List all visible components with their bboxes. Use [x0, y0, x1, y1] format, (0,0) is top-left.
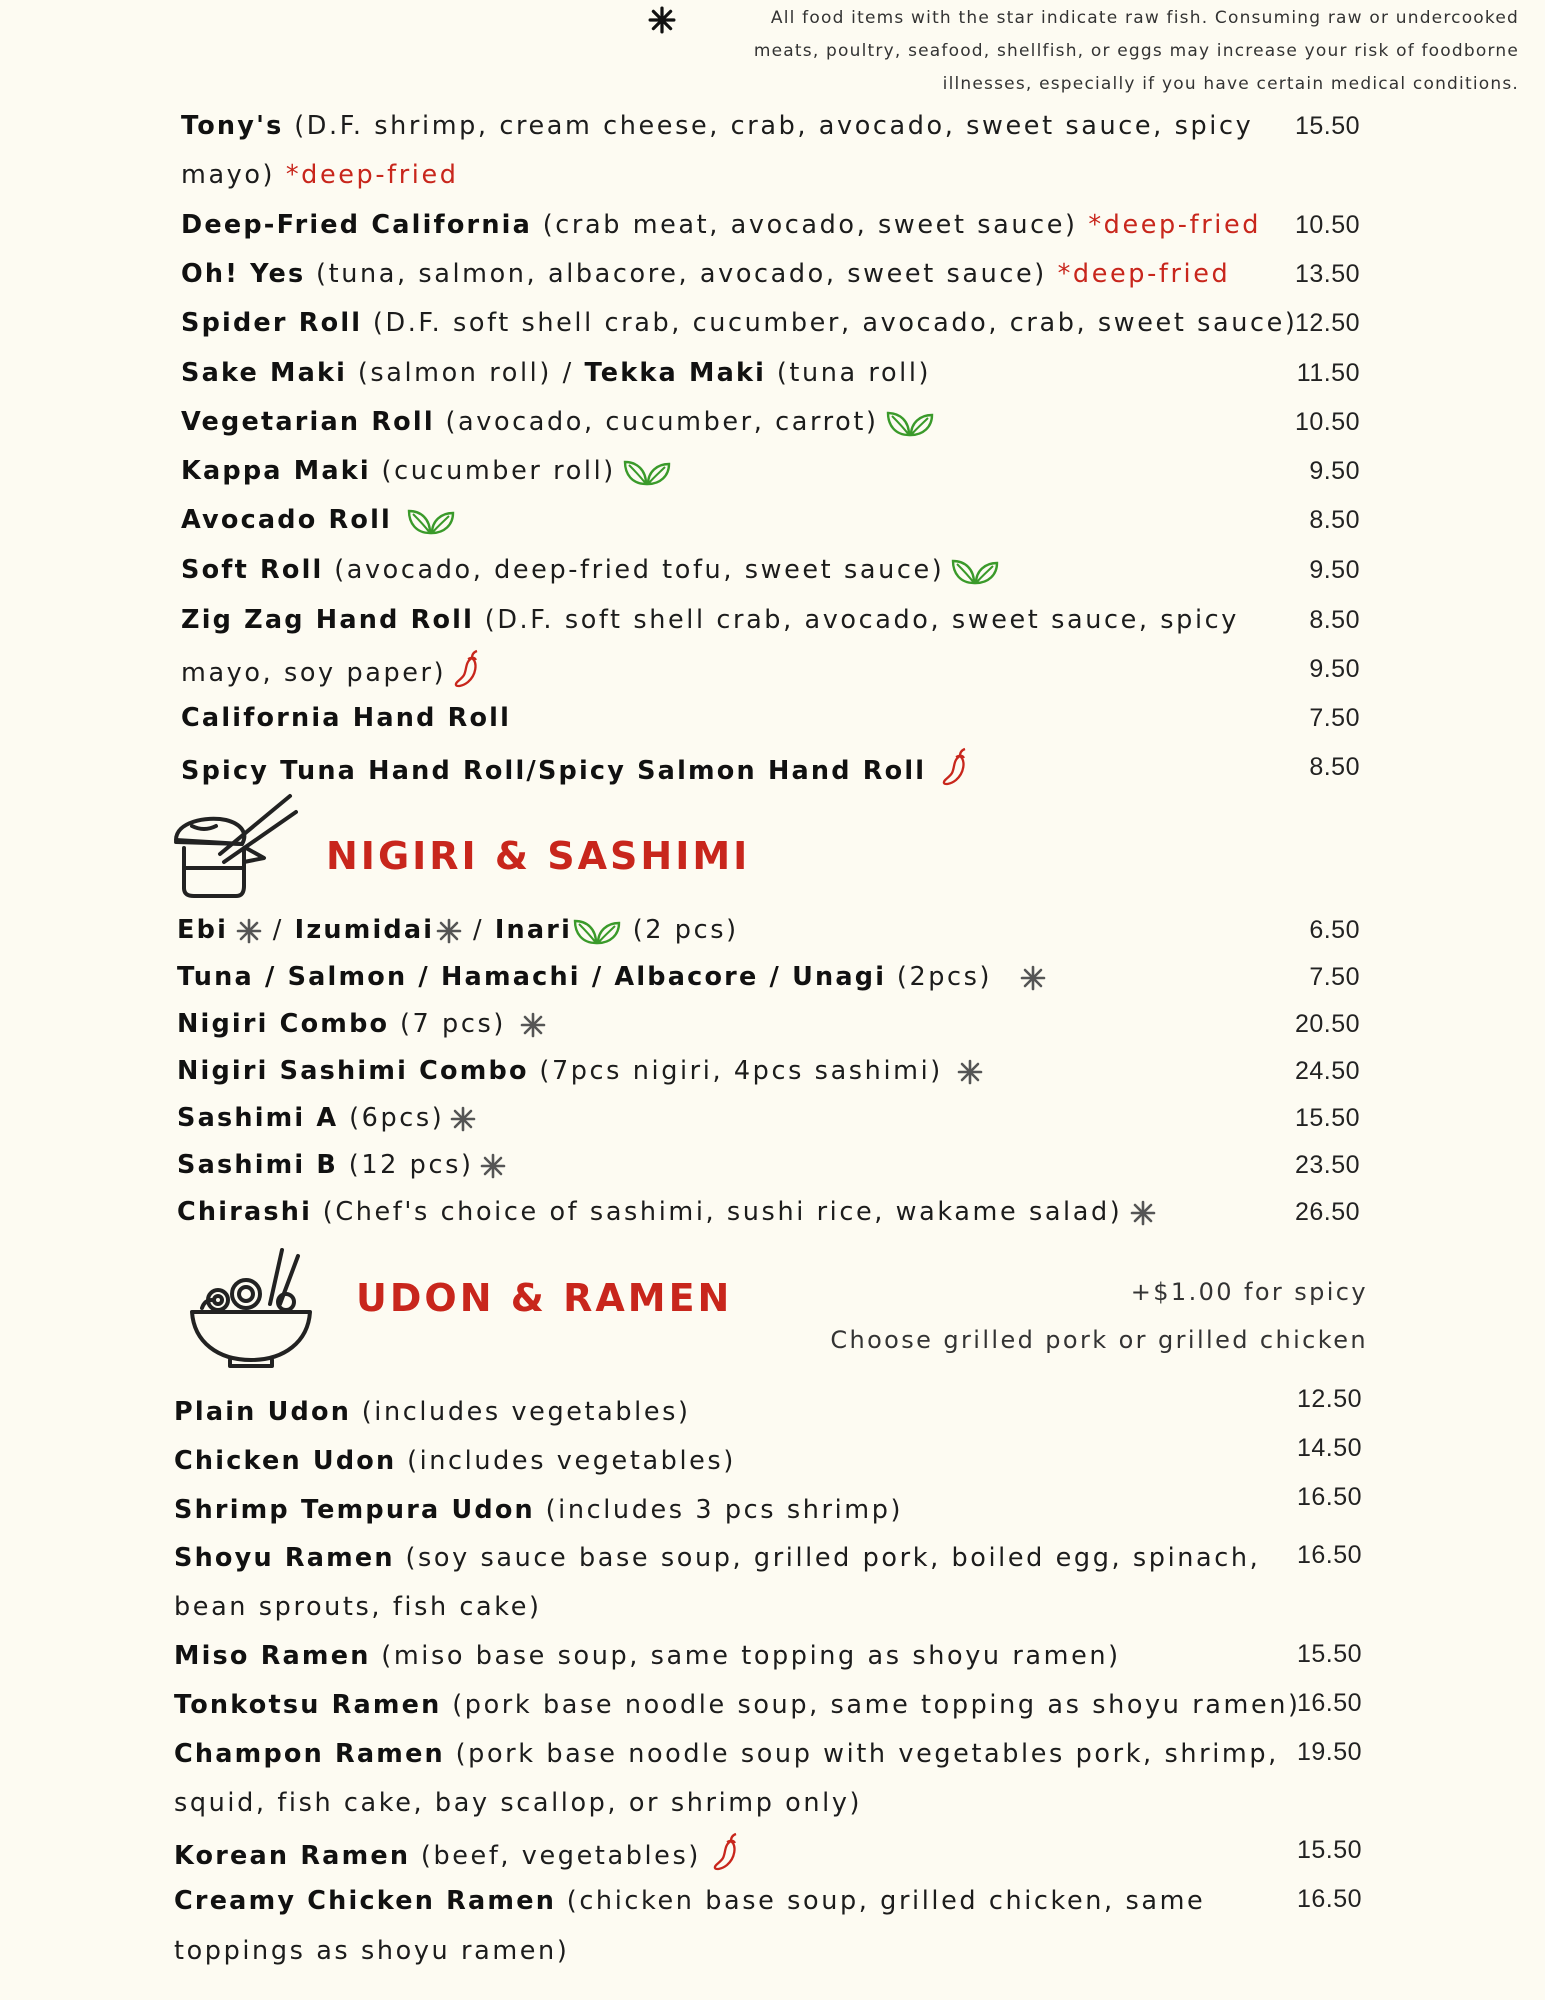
item-desc: (crab meat, avocado, sweet sauce): [532, 210, 1078, 240]
item-price: 16.50: [1296, 1541, 1362, 1569]
menu-item: [181, 402, 935, 442]
item-price: 7.50: [1309, 704, 1360, 732]
item-price: 26.50: [1294, 1198, 1360, 1226]
menu-item: [181, 451, 672, 491]
item-desc: (includes 3 pcs shrimp): [534, 1495, 904, 1525]
noodle-bowl-icon: [186, 1246, 316, 1372]
item-name: Deep-Fried California: [181, 210, 533, 240]
deep-fried-tag: *deep-fried: [1057, 259, 1231, 289]
item-desc: (2pcs): [886, 962, 993, 992]
item-name: Chicken Udon: [174, 1446, 397, 1476]
menu-item: [174, 1538, 1260, 1578]
raw-fish-star-icon: [450, 1106, 476, 1132]
menu-item: [177, 957, 1046, 997]
chili-icon: [452, 649, 482, 689]
menu-item-cont: [181, 649, 482, 693]
menu-item: [174, 1392, 691, 1432]
item-desc: (pork base noodle soup, same topping as shoyu ramen): [441, 1690, 1301, 1720]
menu-item: [177, 910, 739, 950]
item-name: Shoyu Ramen: [174, 1543, 395, 1573]
menu-item-cont: [174, 1931, 569, 1971]
item-name: Tuna / Salmon / Hamachi / Albacore / Unagi: [177, 962, 887, 992]
item-desc: (includes vegetables): [396, 1446, 736, 1476]
item-price: 16.50: [1296, 1689, 1362, 1717]
item-name: Tony's: [181, 111, 284, 141]
item-desc: (Chef's choice of sashimi, sushi rice, wakame salad): [312, 1197, 1123, 1227]
leaf-icon: [406, 505, 456, 537]
item-desc: (chicken base soup, grilled chicken, same: [556, 1886, 1206, 1916]
item-price: 6.50: [1309, 916, 1360, 944]
raw-fish-star-icon: [957, 1059, 983, 1085]
leaf-icon: [885, 407, 935, 439]
raw-fish-star-icon: [1020, 965, 1046, 991]
menu-item: [181, 205, 1261, 245]
item-name: Soft Roll: [181, 555, 324, 585]
item-name: Plain Udon: [174, 1397, 352, 1427]
menu-item-cont: [181, 155, 459, 195]
item-price-alt: 9.50: [1309, 655, 1360, 683]
raw-fish-star-icon: [436, 918, 462, 944]
menu-item: [174, 1441, 736, 1481]
item-name: Sake Maki: [181, 358, 348, 388]
item-name: Nigiri Combo: [177, 1009, 390, 1039]
item-price: 15.50: [1294, 112, 1360, 140]
item-name: Tonkotsu Ramen: [174, 1690, 442, 1720]
disclaimer-line-3: illnesses, especially if you have certain medical conditions.: [942, 74, 1519, 94]
item-desc: toppings as shoyu ramen): [174, 1936, 570, 1966]
item-name: Spicy Tuna Hand Roll/Spicy Salmon Hand Roll: [181, 756, 927, 786]
menu-item: [174, 1734, 1279, 1774]
item-price: 9.50: [1309, 457, 1360, 485]
item-desc: (7pcs nigiri, 4pcs sashimi): [528, 1056, 943, 1086]
item-desc: (beef, vegetables): [410, 1841, 701, 1871]
menu-item: [181, 698, 511, 738]
item-name: Creamy Chicken Ramen: [174, 1886, 557, 1916]
item-desc: (pork base noodle soup with vegetables pork, shrimp,: [444, 1739, 1279, 1769]
item-name: Miso Ramen: [174, 1641, 371, 1671]
protein-note: Choose grilled pork or grilled chicken: [830, 1326, 1368, 1354]
menu-item: [181, 254, 1230, 294]
deep-fried-tag: *deep-fried: [285, 160, 459, 190]
item-name: Izumidai: [294, 915, 435, 945]
chili-icon: [940, 747, 970, 787]
item-desc: (avocado, deep-fried tofu, sweet sauce): [323, 555, 945, 585]
menu-item: [177, 1192, 1156, 1232]
item-price: 10.50: [1294, 408, 1360, 436]
item-price: 16.50: [1296, 1483, 1362, 1511]
item-desc: (2 pcs): [622, 915, 739, 945]
item-name: Nigiri Sashimi Combo: [177, 1056, 529, 1086]
menu-item: [174, 1636, 1121, 1676]
raw-fish-star-icon: [520, 1012, 546, 1038]
item-price: 14.50: [1296, 1434, 1362, 1462]
item-price: 7.50: [1309, 963, 1360, 991]
item-name: California Hand Roll: [181, 703, 512, 733]
item-price: 15.50: [1294, 1104, 1360, 1132]
item-desc: (12 pcs): [338, 1150, 474, 1180]
menu-item: [181, 303, 1297, 343]
item-price: 19.50: [1296, 1738, 1362, 1766]
item-name: Ebi: [177, 915, 229, 945]
menu-item: [181, 550, 1000, 590]
item-name: Avocado Roll: [181, 505, 392, 535]
menu-item: [177, 1098, 476, 1138]
deep-fried-tag: *deep-fried: [1088, 210, 1262, 240]
item-price: 9.50: [1309, 556, 1360, 584]
item-desc: (salmon roll) /: [347, 358, 585, 388]
item-name: Shrimp Tempura Udon: [174, 1495, 535, 1525]
item-name: Sashimi A: [177, 1103, 339, 1133]
leaf-icon: [622, 456, 672, 488]
item-name: Spider Roll: [181, 308, 363, 338]
menu-item-cont: [174, 1783, 862, 1823]
menu-item: [181, 747, 970, 791]
item-name: Kappa Maki: [181, 456, 371, 486]
item-price: 12.50: [1294, 309, 1360, 337]
item-price: 11.50: [1296, 359, 1360, 387]
item-desc: (soy sauce base soup, grilled pork, boiled egg, spinach,: [394, 1543, 1261, 1573]
item-price: 15.50: [1296, 1836, 1362, 1864]
item-name: Champon Ramen: [174, 1739, 445, 1769]
raw-fish-star-icon: [1130, 1200, 1156, 1226]
item-name: Zig Zag Hand Roll: [181, 605, 475, 635]
chili-icon: [711, 1832, 741, 1872]
item-desc: (tuna, salmon, albacore, avocado, sweet sauce): [305, 259, 1047, 289]
disclaimer-line-2: meats, poultry, seafood, shellfish, or eggs may increase your risk of foodborne: [753, 41, 1519, 61]
item-price: 8.50: [1309, 753, 1360, 781]
item-desc: mayo, soy paper): [181, 658, 447, 688]
item-desc: (7 pcs): [389, 1009, 506, 1039]
item-price: 10.50: [1294, 211, 1360, 239]
item-desc: (D.F. soft shell crab, cucumber, avocado, crab, sweet sauce): [362, 308, 1298, 338]
item-desc: bean sprouts, fish cake): [174, 1592, 542, 1622]
item-name: Vegetarian Roll: [181, 407, 435, 437]
sushi-chopsticks-icon: [172, 790, 298, 902]
item-desc: (6pcs): [338, 1103, 445, 1133]
item-price: 8.50: [1309, 606, 1360, 634]
menu-item: [174, 1832, 741, 1876]
spicy-note: +$1.00 for spicy: [1130, 1278, 1368, 1306]
disclaimer-line-1: All food items with the star indicate raw fish. Consuming raw or undercooked: [770, 8, 1519, 28]
item-desc: (miso base soup, same topping as shoyu ramen): [370, 1641, 1121, 1671]
leaf-icon: [572, 915, 622, 947]
raw-fish-star-icon: [480, 1153, 506, 1179]
menu-item: [177, 1145, 506, 1185]
item-price: 13.50: [1294, 260, 1360, 288]
section-title-nigiri: NIGIRI & SASHIMI: [326, 834, 751, 878]
item-desc: (tuna roll): [766, 358, 932, 388]
item-name: Sashimi B: [177, 1150, 339, 1180]
item-desc: (D.F. shrimp, cream cheese, crab, avocado, sweet sauce, spicy: [283, 111, 1254, 141]
menu-item: [177, 1004, 546, 1044]
item-price: 16.50: [1296, 1885, 1362, 1913]
menu-item: [181, 500, 456, 540]
item-name: Korean Ramen: [174, 1841, 411, 1871]
item-desc: (includes vegetables): [351, 1397, 691, 1427]
item-price: 12.50: [1296, 1385, 1362, 1413]
section-title-udon: UDON & RAMEN: [356, 1276, 733, 1320]
item-price: 20.50: [1294, 1010, 1360, 1038]
item-name: Oh! Yes: [181, 259, 306, 289]
separator: /: [262, 915, 295, 945]
menu-item: [177, 1051, 983, 1091]
menu-item: [181, 353, 931, 393]
raw-fish-star-icon: [236, 918, 262, 944]
menu-item: [174, 1881, 1205, 1921]
item-price: 15.50: [1296, 1640, 1362, 1668]
item-name: Tekka Maki: [584, 358, 767, 388]
menu-item: [174, 1685, 1301, 1725]
item-price: 8.50: [1309, 506, 1360, 534]
item-name: Chirashi: [177, 1197, 313, 1227]
item-desc: squid, fish cake, bay scallop, or shrimp only): [174, 1788, 863, 1818]
item-desc: mayo): [181, 160, 276, 190]
item-price: 23.50: [1294, 1151, 1360, 1179]
item-desc: (avocado, cucumber, carrot): [434, 407, 879, 437]
menu-item-cont: [174, 1587, 542, 1627]
item-name: Inari: [494, 915, 573, 945]
item-desc: (D.F. soft shell crab, avocado, sweet sauce, spicy: [474, 605, 1239, 635]
menu-item: [181, 106, 1253, 146]
separator: /: [462, 915, 495, 945]
menu-item: [174, 1490, 903, 1530]
menu-item: [181, 600, 1239, 640]
raw-fish-star-icon: [648, 6, 676, 39]
leaf-icon: [950, 555, 1000, 587]
item-price: 24.50: [1294, 1057, 1360, 1085]
item-desc: (cucumber roll): [370, 456, 616, 486]
